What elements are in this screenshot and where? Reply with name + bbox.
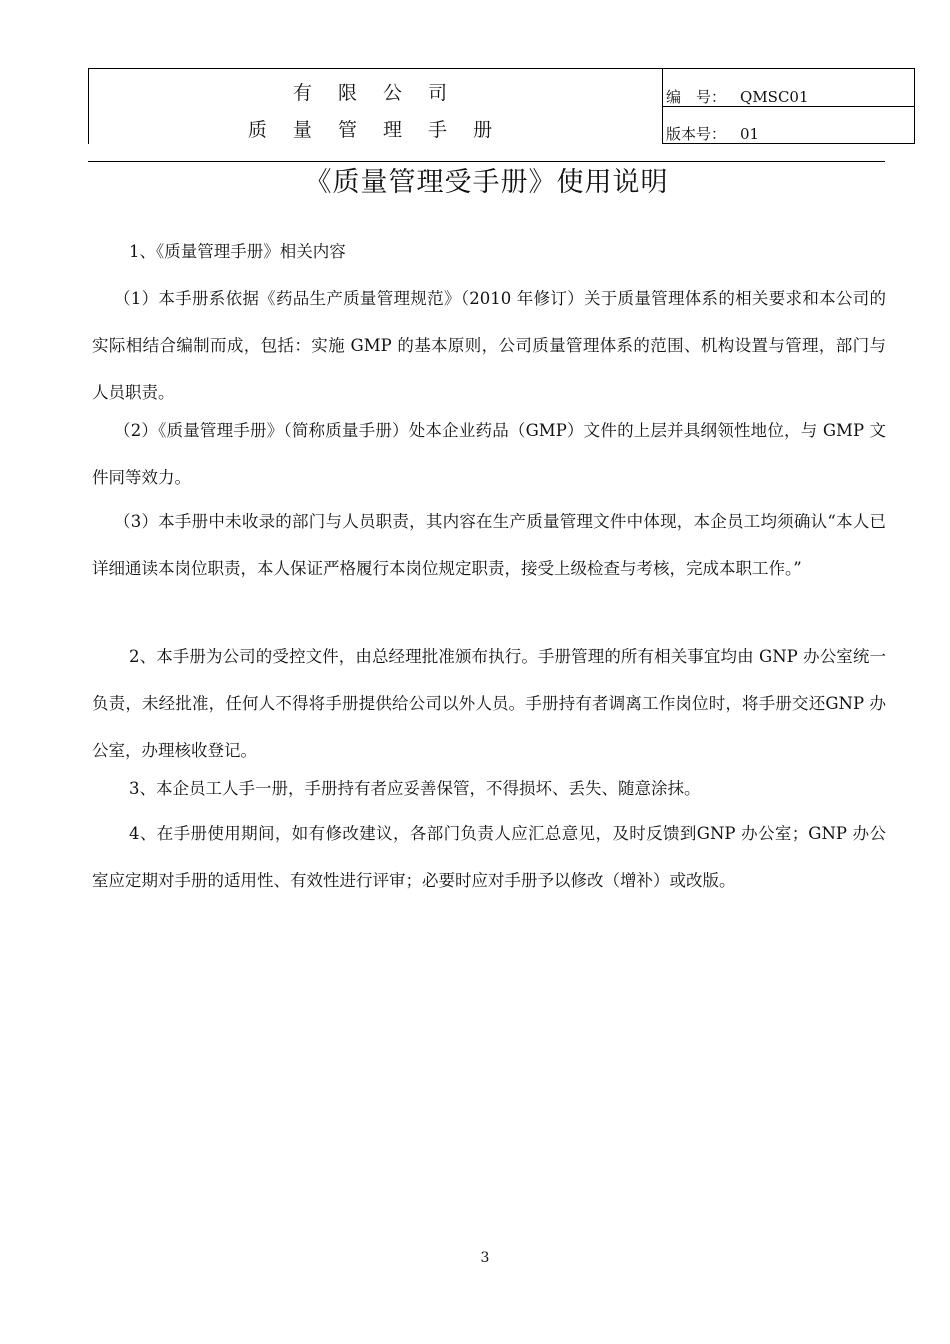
paragraph-1-3: （3）本手册中未收录的部门与人员职责，其内容在生产质量管理文件中体现，本企员工均须确认“本人已详细通读本岗位职责，本人保证严格履行本岗位规定职责，接受上级检查与考核，完成本职工作。” [92, 512, 886, 578]
document-version-label: 版本号： [666, 125, 727, 143]
paragraph-1-1: （1）本手册系依据《药品生产质量管理规范》（2010 年修订）关于质量管理体系的相关要求和本公司的实际相结合编制而成，包括：实施 GMP 的基本原则，公司质量管理体系的范围、机构设置与管理，部门与人员职责。 [92, 289, 886, 402]
company-name: 有 限 公 司 [292, 82, 458, 104]
section-heading-1: 1、《质量管理手册》相关内容 [129, 242, 346, 261]
manual-name: 质 量 管 理 手 册 [247, 119, 503, 141]
paragraph-4: 4、在手册使用期间，如有修改建议，各部门负责人应汇总意见，及时反馈到GNP 办公室；GNP 办公室应定期对手册的适用性、有效性进行评审；必要时应对手册予以修改（增补）或改版。 [92, 824, 886, 890]
paragraph-1-2: （2）《质量管理手册》（简称质量手册）处本企业药品（GMP）文件的上层并具纲领性地位，与 GMP 文件同等效力。 [92, 421, 886, 487]
document-code-label: 编 号： [666, 88, 727, 106]
document-code-value: QMSC01 [740, 88, 809, 106]
document-version-value: 01 [740, 125, 760, 143]
document-code [666, 86, 809, 107]
page-number: 3 [480, 1250, 490, 1266]
paragraph-2: 2、本手册为公司的受控文件，由总经理批准颁布执行。手册管理的所有相关事宜均由 GNP 办公室统一负责，未经批准，任何人不得将手册提供给公司以外人员。手册持有者调离工作岗位时，将手册交还GNP 办公室，办理核收登记。 [92, 647, 886, 760]
document-version [666, 123, 759, 144]
page-title: 《质量管理受手册》使用说明 [304, 167, 669, 198]
paragraph-3: 3、本企员工人手一册，手册持有者应妥善保管，不得损坏、丢失、随意涂抹。 [129, 779, 701, 798]
